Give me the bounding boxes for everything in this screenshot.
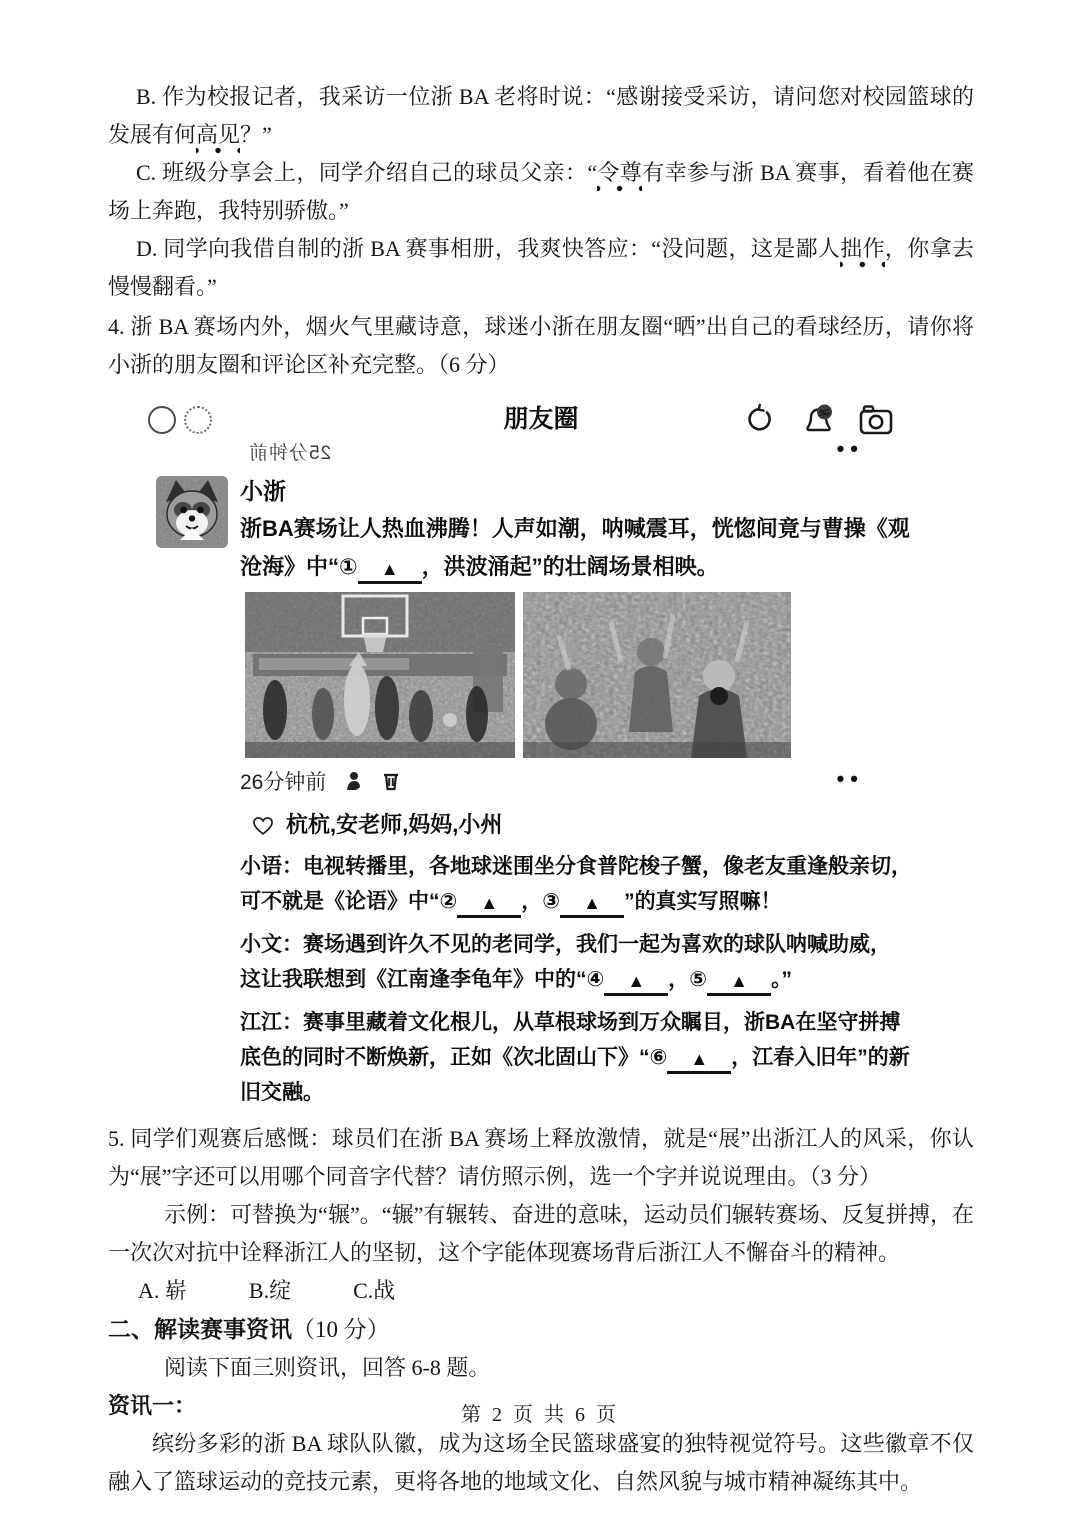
post-text-line1: 浙BA赛场让人热血沸腾！人声如潮，呐喊震耳，恍惚间竟与曹操《观 <box>240 516 910 541</box>
bleed-through-row <box>108 436 974 464</box>
status-circle-dotted-icon <box>184 406 212 434</box>
page-footer: 第 2 页 共 6 页 <box>461 1404 619 1426</box>
more-options-dots[interactable]: •• <box>836 436 864 461</box>
section-2-heading: 二、解读赛事资讯（10 分） <box>108 1316 390 1342</box>
answer-blank-3: ▲ <box>560 893 624 918</box>
comment-jiangjiang-line1: 江江：赛事里藏着文化根儿，从草根球场到万众瞩目，浙BA在坚守拼搏 <box>240 1011 901 1034</box>
comment-xiaoyu-line1: 小语：电视转播里，各地球迷围坐分食普陀梭子蟹，像老友重逢般亲切， <box>240 855 912 878</box>
question-5-example: 示例：可替换为“辗”。“辗”有辗转、奋进的意味，运动员们辗转赛场、反复拼搏，在一次次对抗中诠释浙江人的坚韧，这个字能体现赛场背后浙江人不懈奋斗的精神。 <box>108 1202 974 1265</box>
fox-avatar-image <box>156 476 228 548</box>
option-c-paragraph <box>108 154 974 230</box>
answer-blank-6: ▲ <box>667 1049 731 1074</box>
option-c-text: C. 班级分享会上，同学介绍自己的球员父亲：“ <box>136 160 598 185</box>
likes-row <box>108 808 974 839</box>
option-b-paragraph <box>108 78 974 154</box>
likes-names: 杭杭,安老师,妈妈,小州 <box>286 812 503 837</box>
avatar[interactable] <box>156 476 228 548</box>
answer-blank-1: ▲ <box>358 559 422 584</box>
heart-outline-icon[interactable] <box>252 813 274 835</box>
person-icon[interactable] <box>342 770 364 792</box>
answer-blank-4: ▲ <box>604 971 668 996</box>
info1-text: 缤纷多彩的浙 BA 球队队徽，成为这场全民篮球盛宴的独特视觉符号。这些徽章不仅融入了篮球运动的竞技元素，更将各地的地域文化、自然风貌与城市精神凝练其中。 <box>108 1431 974 1494</box>
option-b-text: B. 作为校报记者，我采访一位浙 BA 老将时说：“感谢接受采访，请问您对校园篮球的发展有何 <box>108 84 974 147</box>
photo-cheering-crowd[interactable] <box>523 592 791 758</box>
comments-section <box>108 849 974 1110</box>
section-2-intro: 阅读下面三则资讯，回答 6-8 题。 <box>164 1355 491 1380</box>
trash-icon[interactable] <box>380 770 402 792</box>
refresh-icon[interactable] <box>742 402 778 438</box>
moments-post <box>108 476 974 586</box>
option-c-tail: 有幸参与浙 BA 赛事，看着他在赛场上奔跑，我特别骄傲。” <box>108 160 974 223</box>
comment-jiangjiang-line2: 底色的同时不断焕新，正如《次北固山下》“⑥ ▲ ，江春入旧年”的新 <box>240 1040 974 1075</box>
post-photos <box>108 592 974 758</box>
option-b-emphasis: 高见 <box>196 122 240 154</box>
post-author-name[interactable]: 小浙 <box>240 478 286 504</box>
answer-blank-5: ▲ <box>707 971 771 996</box>
bell-icon[interactable] <box>800 402 836 438</box>
option-d-emphasis: 拙作 <box>840 236 885 268</box>
q5-option-c: C.战 <box>353 1278 396 1303</box>
question-4-text: 4. 浙 BA 赛场内外，烟火气里藏诗意，球迷小浙在朋友圈“晒”出自己的看球经历，请你将小浙的朋友圈和评论区补充完整。（6 分） <box>108 314 974 377</box>
option-c-emphasis: 令尊 <box>597 160 642 192</box>
post-meta-row <box>108 766 974 796</box>
info1-label: 资讯一： <box>108 1393 197 1418</box>
option-d-text: D. 同学向我借自制的浙 BA 赛事相册，我爽快答应：“没问题，这是鄙人 <box>136 236 841 261</box>
comment-xiaowen-line2: 这让我联想到《江南逢李龟年》中的“④ ▲ ，⑤ ▲ 。” <box>240 962 974 997</box>
mirrored-timestamp: 25分钟前 <box>248 443 332 464</box>
answer-blank-2: ▲ <box>457 893 521 918</box>
option-d-paragraph <box>108 230 974 306</box>
comment-jiangjiang <box>240 1005 974 1110</box>
post-timestamp: 26分钟前 <box>240 771 327 794</box>
question-5-options <box>108 1272 974 1310</box>
comment-xiaoyu-line2: 可不就是《论语》中“② ▲ ，③ ▲ ”的真实写照嘛！ <box>240 884 974 919</box>
q5-option-b: B.绽 <box>248 1278 292 1303</box>
option-d-tail: ，你拿去慢慢翻看。” <box>108 236 974 299</box>
more-options-dots-post[interactable]: •• <box>836 766 864 791</box>
moments-card <box>108 398 974 1110</box>
comment-jiangjiang-line3: 旧交融。 <box>240 1081 324 1104</box>
post-text-line2: 沧海》中“① ▲ ，洪波涌起”的壮阔场景相映。 <box>240 548 908 586</box>
camera-icon[interactable] <box>858 402 894 438</box>
comment-xiaowen-line1: 小文：赛场遇到许久不见的老同学，我们一起为喜欢的球队呐喊助威， <box>240 933 891 956</box>
status-circle-icon <box>148 406 176 434</box>
comment-xiaoyu <box>240 849 974 919</box>
moments-header <box>108 398 974 440</box>
photo-basketball-game[interactable] <box>245 592 515 758</box>
moments-title: 朋友圈 <box>503 405 579 433</box>
option-b-tail: ？” <box>240 122 272 147</box>
question-5-text: 5. 同学们观赛后感慨：球员们在浙 BA 赛场上释放激情，就是“展”出浙江人的风采，你认为“展”字还可以用哪个同音字代替？请仿照示例，选一个字并说说理由。（3 分） <box>108 1126 974 1189</box>
q5-option-a: A. 崭 <box>138 1278 187 1303</box>
comment-xiaowen <box>240 927 974 997</box>
